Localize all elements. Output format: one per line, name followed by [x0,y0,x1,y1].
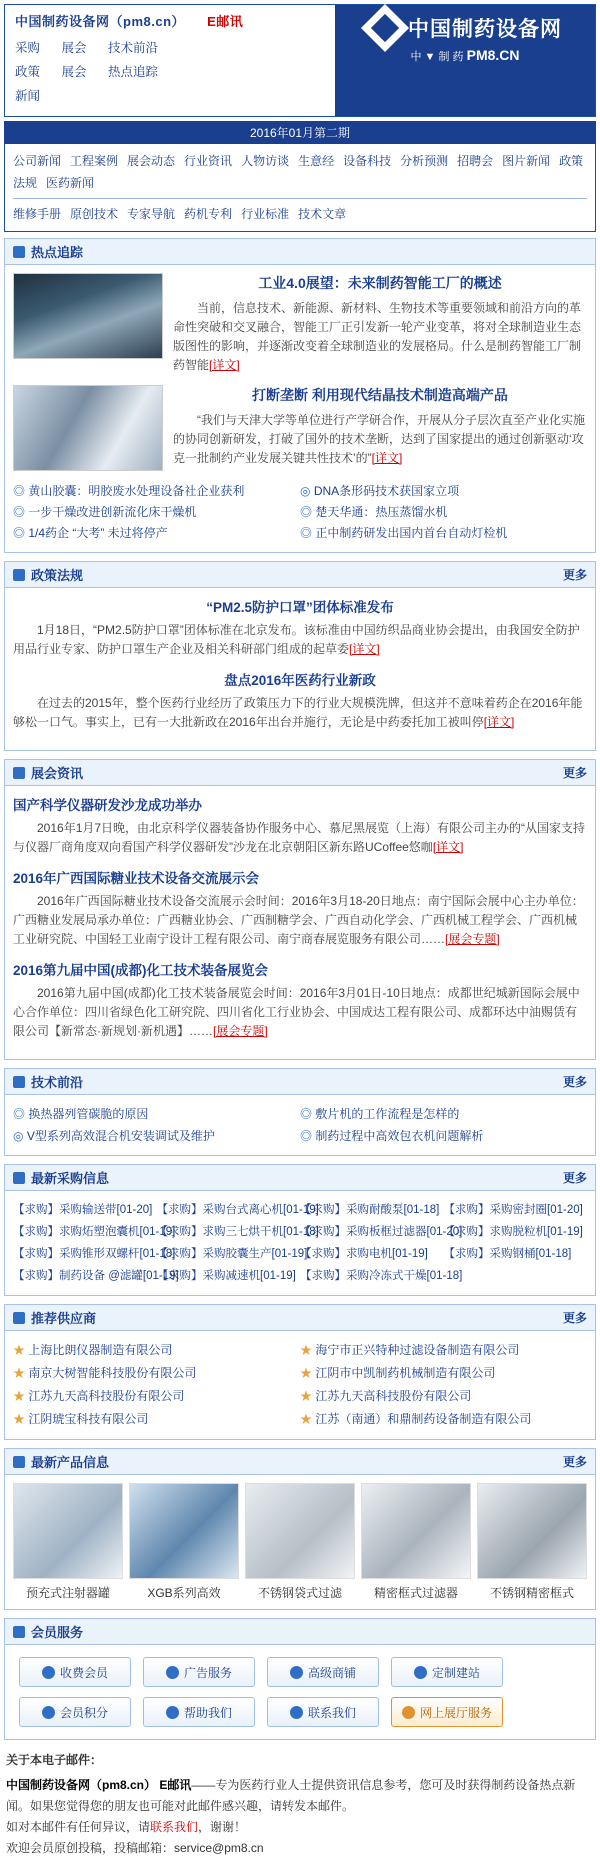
header-logo-area [335,5,595,116]
header-nav [15,38,325,104]
list-item[interactable]: ◎ 换热器列管碳脆的原因 [13,1103,300,1125]
list-item[interactable]: ◎ V型系列高效混合机安装调试及维护 [13,1125,300,1147]
service-button-label: 会员积分 [59,1705,108,1720]
exhibition-icon [402,1706,415,1719]
service-button-paid-member[interactable] [19,1657,131,1687]
list-item[interactable]: 【求购】采购板框过滤器[01-20] [300,1226,463,1238]
channel-tupianxinwen[interactable]: 图片新闻 [502,154,551,168]
list-item[interactable]: ◎ 楚天华通：热压蒸馏水机 [300,502,587,523]
article-more-link[interactable]: [详文] [349,642,380,656]
issue-label: 2016年01月第二期 [4,121,596,144]
product-caption: 不锈钢袋式过滤 [257,1586,342,1600]
section-title: 政策法规 [31,568,84,583]
product-caption: 预充式注射器罐 [25,1586,110,1600]
site-title-text: 中国制药设备网（pm8.cn） [15,14,186,29]
hot-article [13,273,587,375]
channel-weixiushouce[interactable]: 维修手册 [13,207,62,221]
header-nav-row-2 [15,62,325,80]
shop-icon [290,1666,303,1679]
service-button-label: 帮助我们 [183,1705,232,1720]
list-item[interactable]: 【求购】采购减速机[01-19] [156,1270,296,1282]
service-button-label: 网上展厅服务 [419,1705,492,1720]
header-nav-redianzhuizong[interactable]: 热点追踪 [108,65,159,79]
article-body-text: 2016年1月7日晚，由北京科学仪器装备协作服务中心、慕尼黑展览（上海）有限公司主办的“从国家支持与仪器厂商角度双向看国产科学仪器研发”沙龙在北京朝阳区新东路UCoffee悠咖 [13,821,586,854]
section-icon [13,1312,25,1324]
service-button-grid [13,1653,587,1731]
list-item[interactable]: 【求购】采购钢桶[01-18] [443,1248,572,1260]
header-nav-zhanhui[interactable]: 展会 [61,41,87,55]
article-text [173,385,587,471]
section-purchase [4,1164,596,1296]
channel-row-2 [13,203,587,225]
channel-zhuanjiadaohang[interactable]: 专家导航 [127,207,176,221]
section-products [4,1448,596,1610]
footer-line-3 [6,1838,594,1859]
service-button-label: 广告服务 [183,1665,232,1680]
header-nav-zhengce[interactable]: 政策 [15,65,41,79]
article [13,867,587,949]
list-item[interactable]: ★ 江阴市中凯制药机械制造有限公司 [300,1362,587,1385]
footer-submission-text: 欢迎会员原创投稿，投稿邮箱：service@pm8.cn [6,1841,264,1855]
product-card[interactable] [129,1483,239,1601]
section-body [5,1331,595,1439]
list-item[interactable]: ★ 江阴琥宝科技有限公司 [13,1408,300,1431]
list-item[interactable]: ★ 江苏九天高科技股份有限公司 [300,1385,587,1408]
article-more-link[interactable]: [详文] [209,358,240,372]
list-item[interactable]: 【求购】求购电机[01-19] [300,1248,428,1260]
channel-hangyebiaozhun[interactable]: 行业标准 [241,207,290,221]
article-body-text: 在过去的2015年，整个医药行业经历了政策压力下的行业大规模洗牌，但这并不意味着药企在2016年能够松一口气。事实上，已有一大批新政在2016年出台并施行，无论是中药委托加工被叫停 [13,696,583,729]
article-headline[interactable]: 2016年广西国际糖业技术设备交流展示会 [13,871,260,886]
channel-divider [13,198,587,199]
footer [6,1750,594,1859]
logo-domain: PM8.CN [466,47,520,63]
footer-line-1 [6,1775,594,1817]
section-header [5,562,595,588]
header-nav-zhanhui-2[interactable]: 展会 [61,65,87,79]
mail-icon [290,1706,303,1719]
section-policy [4,561,596,751]
article-body-text: 当前，信息技术、新能源、新材料、生物技术等重要领域和前沿方向的革命性突破和交叉融合，智能工厂正引发新一轮产业变革，将对全球制造业生态版图性的影响，并逐渐改变着全球制造业的发展格局。什么是制药智能工厂制药智能 [173,301,582,372]
email-newsletter-page [0,4,600,1859]
product-image [245,1483,355,1579]
channel-yuanchuangjishu[interactable]: 原创技术 [70,207,119,221]
product-caption: 精密框式过滤器 [373,1586,458,1600]
channel-gongchenganli[interactable]: 工程案例 [70,154,119,168]
purchase-grid [13,1199,587,1287]
list-item[interactable]: 【求购】采购台式离心机[01-19] [156,1204,319,1216]
more-link[interactable]: 更多 [562,1311,587,1325]
section-icon [13,1172,25,1184]
article-more-link[interactable]: [展会专题] [213,1024,268,1038]
channel-zhaopinhui[interactable]: 招聘会 [457,154,494,168]
section-icon [13,1626,25,1638]
product-image [361,1483,471,1579]
channel-yiyaoxinwen[interactable]: 医药新闻 [46,176,95,190]
list-item[interactable]: 【求购】采购锥形双螺杆[01-18] [13,1248,176,1260]
section-header [5,1165,595,1191]
article-body-text: 1月18日，“PM2.5防护口罩”团体标准在北京发布。该标准由中国纺织品商业协会提出，由我国安全防护用品行业专家、防护口罩生产企业及相关科研部门组成的起草委 [13,623,580,656]
service-button-label: 高级商铺 [307,1665,356,1680]
section-header [5,1069,595,1095]
section-icon [13,246,25,258]
wrench-icon [414,1666,427,1679]
header-bar [4,4,596,117]
section-title: 最新产品信息 [31,1455,110,1470]
article-headline[interactable]: 打断垄断 利用现代结晶技术制造高端产品 [252,387,508,403]
header-nav-xinwen[interactable]: 新闻 [15,89,41,103]
channel-shengyijing[interactable]: 生意经 [298,154,335,168]
footer-line-1-text: ――专为医药行业人士提供资讯信息参考，您可及时获得制药设备热点新闻。如果您觉得您的朋友也可能对此邮件感兴趣，请转发本邮件。 [6,1778,576,1813]
logo-title: 中国制药设备网 [408,18,562,41]
header-nav-row-3 [15,86,325,104]
footer-title: 关于本电子邮件： [6,1753,103,1767]
service-button-label: 定制建站 [431,1665,480,1680]
service-button-label: 联系我们 [307,1705,356,1720]
article-body [173,411,587,468]
section-icon [13,1456,25,1468]
product-card[interactable] [477,1483,587,1601]
list-item[interactable]: ◎ 制药过程中高效包衣机问题解析 [300,1125,587,1147]
service-button-online-exhibition[interactable] [391,1697,503,1727]
article-more-link[interactable]: [详文] [483,715,515,729]
product-card[interactable] [245,1483,355,1601]
list-item[interactable]: 【求购】采购冷冻式干燥[01-18] [300,1270,463,1282]
section-header [5,1449,595,1475]
section-icon [13,1076,25,1088]
channel-renwufangtan[interactable]: 人物访谈 [241,154,290,168]
diamond-logo-icon [361,4,409,52]
list-item[interactable]: ◎ 一步干燥改进创新流化床干燥机 [13,502,300,523]
list-item[interactable]: 【求购】采购耐酸泵[01-18] [300,1204,440,1216]
channel-zhanhuidongtai[interactable]: 展会动态 [127,154,176,168]
product-caption: XGB系列高效 [147,1586,221,1600]
product-row [13,1483,587,1601]
channel-hangyezixun[interactable]: 行业资讯 [184,154,233,168]
footer-line-2-pre: 如对本邮件有任何异议，请 [6,1820,151,1834]
section-body [5,1475,595,1609]
product-caption: 不锈钢精密框式 [489,1586,574,1600]
section-title: 热点追踪 [31,245,84,260]
article-text [173,273,587,375]
section-member-services [4,1618,596,1740]
article-body [13,892,587,949]
article-headline[interactable]: 2016第九届中国(成都)化工技术装备展览会 [13,963,269,978]
channel-nav [4,144,596,232]
section-header [5,1619,595,1645]
list-item[interactable]: ◎ 1/4药企 “大考” 未过将停产 [13,523,300,544]
service-button-premium-shop[interactable] [267,1657,379,1687]
section-body [5,1645,595,1739]
channel-shebeikeji[interactable]: 设备科技 [343,154,392,168]
supplier-list [13,1339,587,1431]
article-thumbnail [13,273,163,359]
article-thumbnail [13,385,163,471]
channel-gongsixinwen[interactable]: 公司新闻 [13,154,62,168]
section-header [5,1305,595,1331]
article [13,669,587,732]
article-headline[interactable]: 盘点2016年医药行业新政 [224,673,376,688]
points-icon [42,1706,55,1719]
list-item[interactable]: ◎ 黄山胶囊：明胶废水处理设备社企业获利 [13,481,300,502]
service-button-contact-us[interactable] [267,1697,379,1727]
section-expo [4,759,596,1060]
article-body-text: 2016年广西国际糖业技术设备交流展示会时间：2016年3月18-20日地点：南宁国际会展中心主办单位：广西糖业发展局承办单位：广西糖业协会、广西制糖学会、广西自动化学会、广西机械工程学会、广西机械工业研究院、中国轻工业南宁设计工程有限公司、南宁商春展览服务有限公司…… [13,894,584,946]
channel-zhengcefagui[interactable]: 政策法规 [13,154,584,190]
article-body [13,984,587,1041]
channel-fenxiyuce[interactable]: 分析预测 [400,154,449,168]
list-item[interactable]: ★ 江苏九天高科技股份有限公司 [13,1385,300,1408]
list-item[interactable]: ★ 上海比朗仪器制造有限公司 [13,1339,300,1362]
mail-label: E邮讯 [207,14,244,29]
logo-sub-left: 中 ▼ 制 药 [410,51,464,63]
section-body [5,1191,595,1295]
header-left [5,5,335,116]
article-body [13,819,587,857]
section-icon [13,569,25,581]
article-headline[interactable]: 工业4.0展望：未来制药智能工厂的概述 [258,275,502,291]
service-button-label: 收费会员 [59,1665,108,1680]
section-body [5,1095,595,1155]
product-card[interactable] [13,1483,123,1601]
section-title: 推荐供应商 [31,1311,97,1326]
footer-line-2 [6,1817,594,1838]
article-body [13,694,587,732]
service-button-advertising[interactable] [143,1657,255,1687]
question-icon [166,1706,179,1719]
logo-row [335,11,595,45]
section-title: 会员服务 [31,1625,84,1640]
section-header [5,239,595,265]
footer-line-2-post: ，谢谢！ [198,1820,247,1834]
list-item[interactable]: ◎ 敷片机的工作流程是怎样的 [300,1103,587,1125]
section-title: 展会资讯 [31,766,84,781]
header-nav-row-1 [15,38,325,56]
hot-link-list [13,481,587,544]
section-body [5,588,595,750]
list-item[interactable]: ◎ 正中制药研发出国内首台自动灯检机 [300,523,587,544]
section-suppliers [4,1304,596,1440]
list-item[interactable]: 【求购】求购炻塑泡囊机[01-19] [13,1226,176,1238]
tech-link-list [13,1103,587,1147]
article-more-link[interactable]: [详文] [432,840,464,854]
list-item[interactable]: 【求购】采购密封圈[01-20] [443,1204,583,1216]
megaphone-icon [166,1666,179,1679]
channel-jishuwenzhang[interactable]: 技术文章 [298,207,347,221]
list-item[interactable]: 【求购】采购输送带[01-20] [13,1204,153,1216]
article [13,794,587,857]
section-icon [13,767,25,779]
site-title [15,11,325,30]
service-button-custom-site[interactable] [391,1657,503,1687]
section-header [5,760,595,786]
list-item[interactable]: 【求购】制药设备 @滤罐[01-19] [13,1270,179,1282]
list-item[interactable]: ◎ DNA条形码技术获国家立项 [300,481,587,502]
article-more-link[interactable]: [展会专题] [445,932,500,946]
more-link[interactable]: 更多 [562,1075,587,1089]
product-image [129,1483,239,1579]
section-hot-tracking [4,238,596,553]
list-item[interactable]: ★ 江苏（南通）和鼎制药设备制造有限公司 [300,1408,587,1431]
list-item[interactable]: ★ 南京大树智能科技股份有限公司 [13,1362,300,1385]
service-button-help-us[interactable] [143,1697,255,1727]
article-body [173,299,587,375]
more-link[interactable]: 更多 [562,1455,587,1469]
section-tech-frontier [4,1068,596,1156]
article-headline[interactable]: “PM2.5防护口罩”团体标准发布 [206,600,394,615]
section-body [5,786,595,1059]
service-button-member-points[interactable] [19,1697,131,1727]
product-image [477,1483,587,1579]
article [13,596,587,659]
header-nav-caigou[interactable]: 采购 [15,41,41,55]
more-link[interactable]: 更多 [562,1171,587,1185]
article-body-text: 2016第九届中国(成都)化工技术装备展览会时间：2016年3月01日-10日地点：成都世纪城新国际会展中心合作单位：四川省绿色化工研究院、四川省化工行业协会、中国成达工程有限公司、成都环达中油赐赁有限公司【新常态·新规划·新机遇】…… [13,986,580,1038]
more-link[interactable]: 更多 [562,766,587,780]
product-card[interactable] [361,1483,471,1601]
article-body-text: “我们与天津大学等单位进行产学研合作，开展从分子层次直至产业化实施的协同创新研发，打破了国外的技术垄断，达到了国家提出的通过创新驱动‘攻克一批制约产业发展关键共性技术’的” [173,413,585,465]
article-more-link[interactable]: [详文] [371,451,403,465]
article [13,959,587,1041]
list-item[interactable]: ★ 海宁市正兴特种过滤设备制造有限公司 [300,1339,587,1362]
list-item[interactable]: 【求购】采购胶囊生产[01-19] [156,1248,308,1260]
article-body [13,621,587,659]
header-nav-jishuqianyan[interactable]: 技术前沿 [108,41,159,55]
member-icon [42,1666,55,1679]
logo-subtitle [335,47,595,64]
section-title: 最新采购信息 [31,1171,110,1186]
channel-row-1 [13,150,587,194]
footer-brand: 中国制药设备网（pm8.cn） E邮讯 [6,1778,192,1792]
factory-photo [14,274,162,358]
contact-us-link[interactable]: 联系我们 [150,1820,199,1834]
channel-yaojizhuanli[interactable]: 药机专利 [184,207,233,221]
list-item[interactable]: 【求购】求购脱粒机[01-19] [443,1226,583,1238]
section-title: 技术前沿 [31,1075,84,1090]
product-image [13,1483,123,1579]
article-headline[interactable]: 国产科学仪器研发沙龙成功举办 [13,798,202,813]
more-link[interactable]: 更多 [562,568,587,582]
list-item[interactable]: 【求购】求购三七烘干机[01-18] [156,1226,319,1238]
lab-photo [14,386,162,470]
hot-article [13,385,587,471]
section-body [5,265,595,552]
